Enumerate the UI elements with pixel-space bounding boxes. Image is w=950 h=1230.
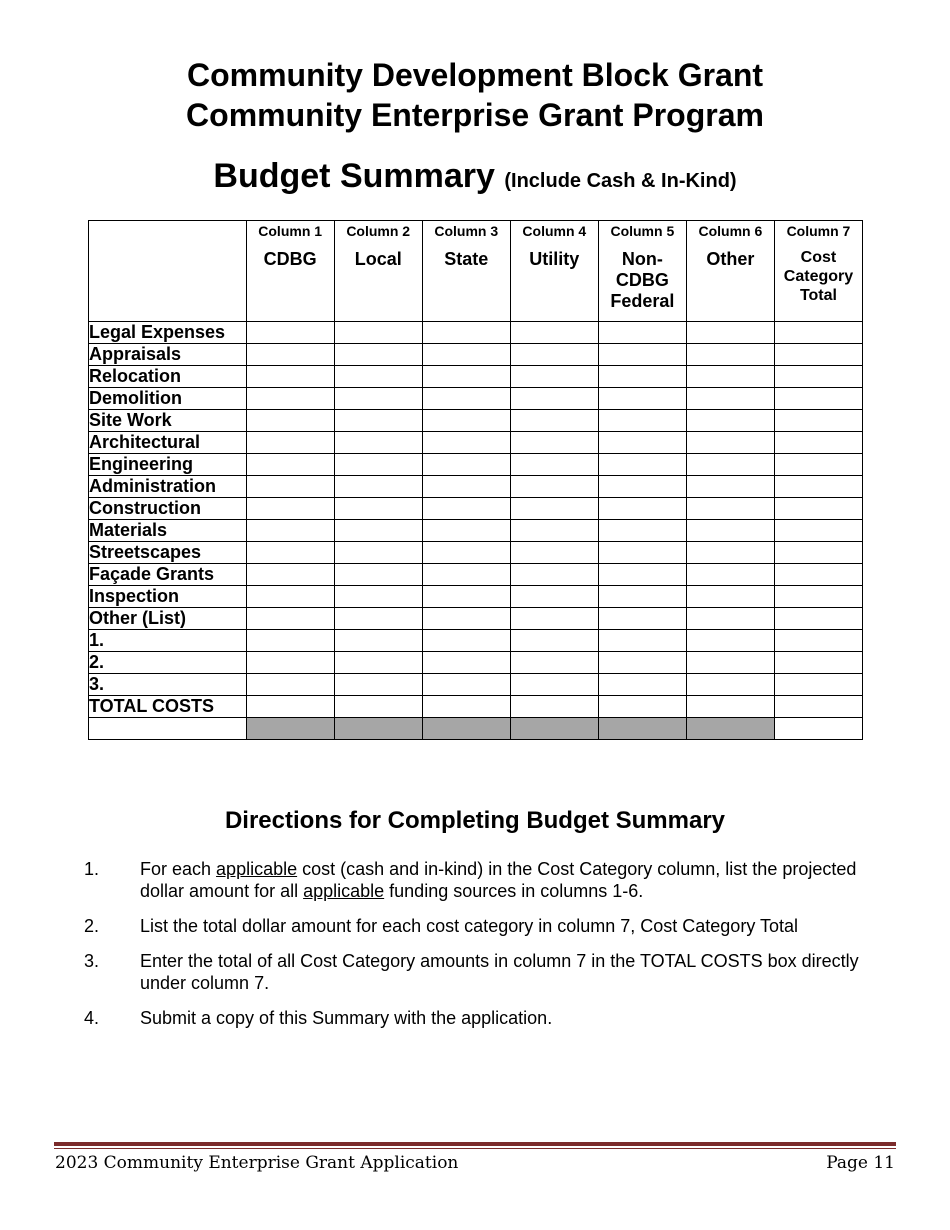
amount-cell[interactable]: [598, 542, 686, 564]
amount-cell[interactable]: [422, 410, 510, 432]
underlined-word: applicable: [303, 881, 385, 901]
amount-cell[interactable]: [510, 520, 598, 542]
heading-line-2: Community Enterprise Grant Program: [186, 97, 764, 133]
amount-cell[interactable]: [334, 410, 422, 432]
column-header: [422, 221, 510, 322]
amount-cell[interactable]: [246, 586, 334, 608]
amount-cell[interactable]: [598, 608, 686, 630]
amount-cell[interactable]: [510, 630, 598, 652]
amount-cell[interactable]: [598, 498, 686, 520]
item-text-part: cost (cash and in-kind) in the Cost Category column, list the projected dollar amount for all: [140, 859, 857, 901]
amount-cell[interactable]: [422, 586, 510, 608]
amount-cell[interactable]: [246, 454, 334, 476]
table-row: [89, 696, 863, 718]
amount-cell[interactable]: [246, 344, 334, 366]
amount-cell[interactable]: [334, 652, 422, 674]
amount-cell[interactable]: [686, 674, 774, 696]
amount-cell[interactable]: [422, 388, 510, 410]
amount-cell[interactable]: [334, 674, 422, 696]
row-label: 2.: [89, 652, 247, 674]
amount-cell[interactable]: [598, 366, 686, 388]
column-number: Column 6: [698, 223, 763, 239]
column-label: Local: [354, 249, 402, 269]
amount-cell[interactable]: [774, 652, 862, 674]
row-label: Demolition: [89, 388, 247, 410]
amount-cell[interactable]: [334, 564, 422, 586]
amount-cell[interactable]: [422, 630, 510, 652]
item-text: Submit a copy of this Summary with the application.: [140, 1008, 553, 1028]
amount-cell[interactable]: [510, 542, 598, 564]
table-row: [89, 586, 863, 608]
amount-cell[interactable]: [334, 388, 422, 410]
amount-cell[interactable]: [246, 322, 334, 344]
amount-cell[interactable]: [686, 366, 774, 388]
amount-cell[interactable]: [334, 344, 422, 366]
amount-cell[interactable]: [510, 564, 598, 586]
column-label: Other: [706, 249, 755, 269]
column-number: Column 3: [434, 223, 499, 239]
row-label: Site Work: [89, 410, 247, 432]
amount-cell[interactable]: [510, 652, 598, 674]
amount-cell[interactable]: [334, 498, 422, 520]
amount-cell[interactable]: [246, 432, 334, 454]
shaded-cell: [334, 718, 422, 740]
table-corner-cell: [89, 221, 247, 322]
amount-cell[interactable]: [774, 366, 862, 388]
shaded-cell: [510, 718, 598, 740]
amount-cell[interactable]: [422, 696, 510, 718]
column-number: Column 2: [346, 223, 411, 239]
amount-cell[interactable]: [598, 432, 686, 454]
amount-cell[interactable]: [774, 322, 862, 344]
amount-cell[interactable]: [598, 696, 686, 718]
column-label: CDBG: [263, 249, 317, 269]
shaded-cell: [422, 718, 510, 740]
table-row: [89, 652, 863, 674]
row-label: Streetscapes: [89, 542, 247, 564]
row-label: 1.: [89, 630, 247, 652]
amount-cell[interactable]: [774, 564, 862, 586]
row-label: [89, 718, 247, 740]
amount-cell[interactable]: [510, 344, 598, 366]
table-row: [89, 564, 863, 586]
table-row: [89, 344, 863, 366]
item-text-part: For each: [140, 859, 217, 879]
column-number: Column 5: [610, 223, 675, 239]
amount-cell[interactable]: [598, 388, 686, 410]
shaded-cell: [598, 718, 686, 740]
row-label: Relocation: [89, 366, 247, 388]
row-label: Inspection: [89, 586, 247, 608]
amount-cell[interactable]: [774, 630, 862, 652]
amount-cell[interactable]: [246, 542, 334, 564]
amount-cell[interactable]: [686, 564, 774, 586]
table-row: [89, 366, 863, 388]
amount-cell[interactable]: [246, 410, 334, 432]
amount-cell[interactable]: [246, 630, 334, 652]
amount-cell[interactable]: [422, 674, 510, 696]
table-row: [89, 322, 863, 344]
amount-cell[interactable]: [334, 630, 422, 652]
item-text: Enter the total of all Cost Category amounts in column 7 in the TOTAL COSTS box directly under column 7.: [140, 951, 859, 993]
amount-cell[interactable]: [774, 498, 862, 520]
amount-cell[interactable]: [422, 366, 510, 388]
amount-cell[interactable]: [774, 476, 862, 498]
amount-cell[interactable]: [598, 520, 686, 542]
amount-cell[interactable]: [334, 586, 422, 608]
amount-cell[interactable]: [686, 696, 774, 718]
amount-cell[interactable]: [686, 322, 774, 344]
amount-cell[interactable]: [686, 432, 774, 454]
column-number: Column 1: [258, 223, 323, 239]
item-number: 4.: [84, 1008, 100, 1028]
page-subtitle: (Include Cash & In-Kind): [504, 170, 737, 192]
shaded-cell: [246, 718, 334, 740]
amount-cell[interactable]: [334, 322, 422, 344]
amount-cell[interactable]: [510, 432, 598, 454]
amount-cell[interactable]: [334, 476, 422, 498]
row-label: 3.: [89, 674, 247, 696]
list-item: [0, 950, 890, 994]
column-header: [510, 221, 598, 322]
underlined-word: applicable: [216, 859, 298, 879]
directions-title: Directions for Completing Budget Summary: [224, 807, 726, 834]
row-label: Administration: [89, 476, 247, 498]
amount-cell[interactable]: [334, 608, 422, 630]
row-label: TOTAL COSTS: [89, 696, 247, 718]
amount-cell[interactable]: [686, 608, 774, 630]
table-row: [89, 498, 863, 520]
amount-cell[interactable]: [686, 410, 774, 432]
amount-cell[interactable]: [246, 696, 334, 718]
amount-cell[interactable]: [774, 410, 862, 432]
item-number: 2.: [84, 916, 100, 936]
table-row: [89, 520, 863, 542]
amount-cell[interactable]: [686, 630, 774, 652]
amount-cell[interactable]: [510, 366, 598, 388]
column-header: [334, 221, 422, 322]
item-text: List the total dollar amount for each cost category in column 7, Cost Category Total: [140, 916, 799, 936]
column-label: State: [444, 249, 489, 269]
amount-cell[interactable]: [774, 388, 862, 410]
page-title: [0, 155, 950, 202]
table-row: [89, 388, 863, 410]
table-row: [89, 542, 863, 564]
amount-cell[interactable]: [686, 476, 774, 498]
amount-cell[interactable]: [774, 542, 862, 564]
amount-cell[interactable]: [686, 652, 774, 674]
amount-cell[interactable]: [598, 586, 686, 608]
amount-cell[interactable]: [422, 344, 510, 366]
column-label: Cost Category Total: [783, 249, 854, 304]
amount-cell[interactable]: [686, 542, 774, 564]
amount-cell[interactable]: [774, 718, 862, 740]
amount-cell[interactable]: [774, 454, 862, 476]
list-item: [0, 1007, 890, 1029]
amount-cell[interactable]: [774, 586, 862, 608]
amount-cell[interactable]: [422, 476, 510, 498]
item-text-part: funding sources in columns 1-6.: [384, 881, 644, 901]
item-number: 1.: [84, 859, 100, 879]
amount-cell[interactable]: [598, 344, 686, 366]
column-header: [774, 221, 862, 322]
amount-cell[interactable]: [774, 696, 862, 718]
amount-cell[interactable]: [334, 696, 422, 718]
row-label: Façade Grants: [89, 564, 247, 586]
table-row: [89, 608, 863, 630]
item-number: 3.: [84, 951, 100, 971]
row-label: Materials: [89, 520, 247, 542]
amount-cell[interactable]: [598, 564, 686, 586]
amount-cell[interactable]: [334, 542, 422, 564]
amount-cell[interactable]: [686, 388, 774, 410]
amount-cell[interactable]: [598, 652, 686, 674]
row-label: Appraisals: [89, 344, 247, 366]
amount-cell[interactable]: [774, 674, 862, 696]
shaded-cell: [686, 718, 774, 740]
amount-cell[interactable]: [774, 432, 862, 454]
amount-cell[interactable]: [422, 542, 510, 564]
table-body: [89, 322, 863, 740]
amount-cell[interactable]: [774, 608, 862, 630]
table-row: [89, 410, 863, 432]
budget-summary-table: [88, 220, 863, 740]
column-header: [246, 221, 334, 322]
amount-cell[interactable]: [246, 564, 334, 586]
amount-cell[interactable]: [774, 344, 862, 366]
amount-cell[interactable]: [598, 322, 686, 344]
amount-cell[interactable]: [334, 520, 422, 542]
amount-cell[interactable]: [686, 344, 774, 366]
amount-cell[interactable]: [686, 520, 774, 542]
list-item: [0, 858, 890, 902]
row-label: Engineering: [89, 454, 247, 476]
amount-cell[interactable]: [246, 608, 334, 630]
amount-cell[interactable]: [774, 520, 862, 542]
column-header: [598, 221, 686, 322]
amount-cell[interactable]: [334, 432, 422, 454]
amount-cell[interactable]: [598, 410, 686, 432]
row-label: Architectural: [89, 432, 247, 454]
amount-cell[interactable]: [510, 388, 598, 410]
table-row: [89, 454, 863, 476]
amount-cell[interactable]: [510, 674, 598, 696]
amount-cell[interactable]: [598, 454, 686, 476]
table-row: [89, 630, 863, 652]
page-number: Page 11: [826, 1153, 895, 1173]
amount-cell[interactable]: [422, 432, 510, 454]
amount-cell[interactable]: [246, 674, 334, 696]
amount-cell[interactable]: [422, 520, 510, 542]
amount-cell[interactable]: [686, 498, 774, 520]
amount-cell[interactable]: [422, 608, 510, 630]
footer-rule: [54, 1142, 896, 1146]
amount-cell[interactable]: [510, 498, 598, 520]
column-number: Column 7: [786, 223, 851, 239]
amount-cell[interactable]: [686, 454, 774, 476]
amount-cell[interactable]: [510, 608, 598, 630]
amount-cell[interactable]: [686, 586, 774, 608]
column-label: Non-CDBG Federal: [610, 249, 675, 311]
directions-list: [0, 858, 950, 1042]
amount-cell[interactable]: [422, 322, 510, 344]
footer-rule-thin: [54, 1148, 896, 1149]
amount-cell[interactable]: [598, 630, 686, 652]
amount-cell[interactable]: [246, 476, 334, 498]
list-item: [0, 915, 890, 937]
heading-line-1: Community Development Block Grant: [186, 57, 764, 93]
amount-cell[interactable]: [598, 476, 686, 498]
table-row: [89, 674, 863, 696]
amount-cell[interactable]: [246, 652, 334, 674]
table-row: [89, 432, 863, 454]
column-number: Column 4: [522, 223, 587, 239]
row-label: Legal Expenses: [89, 322, 247, 344]
amount-cell[interactable]: [510, 476, 598, 498]
table-header-row: [89, 221, 863, 322]
amount-cell[interactable]: [598, 674, 686, 696]
amount-cell[interactable]: [334, 366, 422, 388]
amount-cell[interactable]: [246, 498, 334, 520]
amount-cell[interactable]: [422, 498, 510, 520]
row-label: Construction: [89, 498, 247, 520]
amount-cell[interactable]: [246, 366, 334, 388]
amount-cell[interactable]: [510, 454, 598, 476]
amount-cell[interactable]: [246, 388, 334, 410]
amount-cell[interactable]: [510, 586, 598, 608]
table-row: [89, 718, 863, 740]
row-label: Other (List): [89, 608, 247, 630]
amount-cell[interactable]: [334, 454, 422, 476]
amount-cell[interactable]: [510, 322, 598, 344]
table-row: [89, 476, 863, 498]
column-label: Utility: [529, 249, 580, 269]
amount-cell[interactable]: [510, 410, 598, 432]
amount-cell[interactable]: [422, 564, 510, 586]
amount-cell[interactable]: [246, 520, 334, 542]
page-title-text: Budget Summary: [213, 157, 495, 195]
footer-document-title: 2023 Community Enterprise Grant Application: [55, 1153, 459, 1173]
amount-cell[interactable]: [510, 696, 598, 718]
column-header: [686, 221, 774, 322]
amount-cell[interactable]: [422, 454, 510, 476]
amount-cell[interactable]: [422, 652, 510, 674]
